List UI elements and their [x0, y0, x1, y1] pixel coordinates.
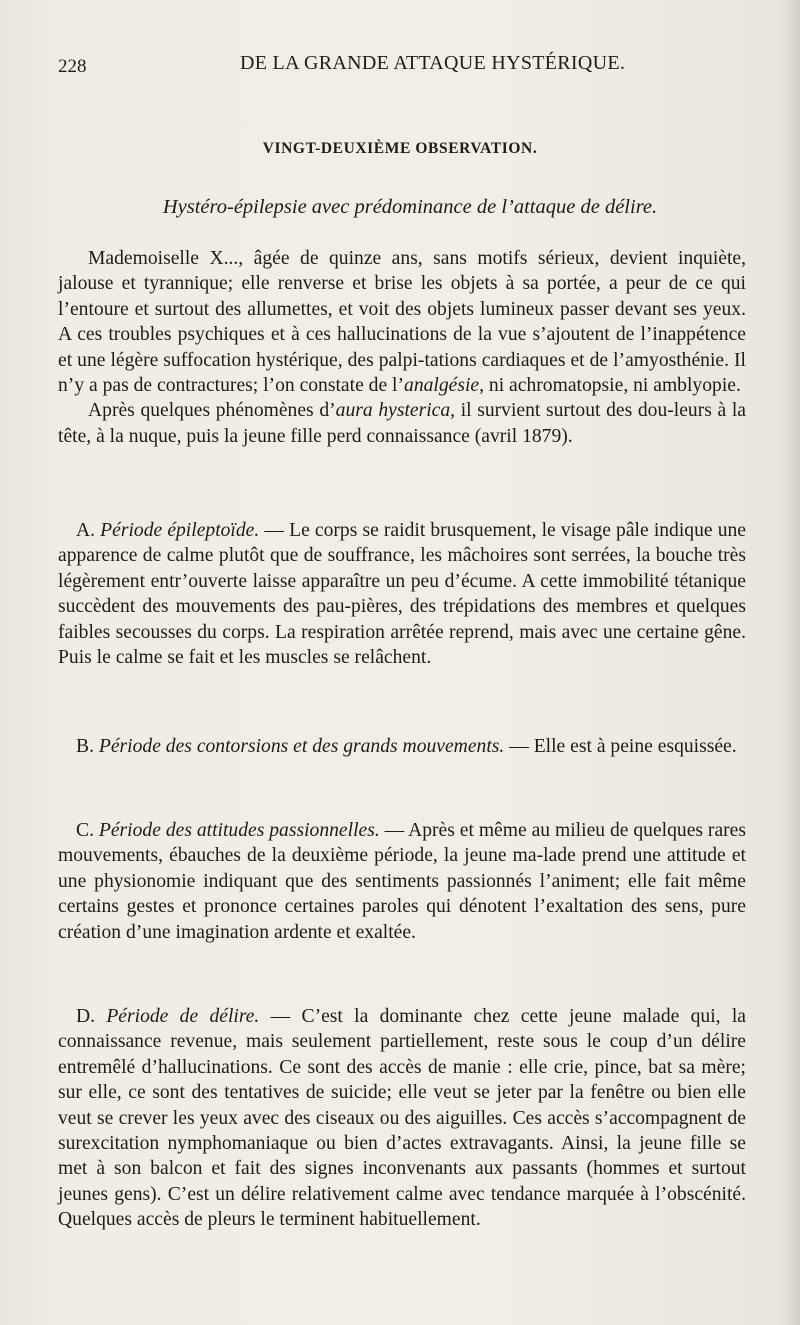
section-a-paragraph	[58, 518, 746, 670]
section-d-text: — C’est la dominante chez cette jeune malade qui, la connaissance revenue, mais seulement partiellement, reste sous le coup d’un délire entremêlé d’hallucinations. Ce sont des accès de manie : elle crie, pince, bat sa mère; sur elle, ce sont des tentatives de suicide; elle veut se jeter par la fenêtre ou bien elle veut se crever les yeux avec des ciseaux ou des aiguilles. Ces accès s’accompagnent de surexcitation nymphomaniaque ou bien d’actes extravagants. Ainsi, la jeune fille se met à son balcon et fait des signes inconvenants aux passants (hommes et surtout jeunes gens). C’est un délire relativement calme avec tendance marquée à l’obscénité. Quelques accès de pleurs le terminent habituellement.	[58, 1006, 746, 1231]
section-c	[58, 818, 746, 945]
section-a-title: Période épileptoïde.	[100, 520, 260, 541]
intro-text-1-end: , ni achromatopsie, ni amblyopie.	[479, 375, 741, 397]
page-number: 228	[58, 56, 87, 77]
section-b-title: Période des contorsions et des grands mouvements.	[98, 736, 505, 757]
intro-text-2-start: Après quelques phénomènes d’	[88, 400, 336, 422]
binding-shadow	[778, 0, 800, 1325]
section-b-paragraph	[58, 734, 746, 759]
section-c-paragraph	[58, 818, 746, 945]
intro-italic-aura: aura hysterica	[335, 400, 451, 422]
intro-paragraph-1	[58, 246, 746, 398]
section-a-text: — Le corps se raidit brusquement, le visage pâle indique une apparence de calme plutôt que de souffrance, les mâchoires sont serrées, la bouche très légèrement entr’ouverte laisse apparaître un peu d’écume. A cette immobilité tétanique succèdent des mouvements des pau-pières, des trépidations des membres et quelques faibles secousses du corps. La respiration arrêtée reprend, mais avec une certaine gêne. Puis le calme se fait et les muscles se relâchent.	[58, 520, 746, 669]
section-d-label: D.	[76, 1006, 107, 1027]
intro-section	[58, 246, 746, 449]
section-a	[58, 518, 746, 670]
section-d-paragraph	[58, 1004, 746, 1233]
section-a-label: A.	[76, 520, 101, 541]
intro-paragraph-2	[58, 398, 746, 449]
running-title: DE LA GRANDE ATTAQUE HYSTÉRIQUE.	[240, 52, 626, 74]
observation-title: VINGT-DEUXIÈME OBSERVATION.	[262, 140, 538, 157]
section-c-title: Période des attitudes passionnelles.	[98, 820, 380, 841]
section-b-label: B.	[76, 736, 99, 757]
observation-subtitle: Hystéro-épilepsie avec prédominance de l’attaque de délire.	[162, 196, 658, 218]
intro-text-1: Mademoiselle X..., âgée de quinze ans, sans motifs sérieux, devient inquiète, jalouse et tyrannique; elle renverse et brise les objets à sa portée, a peur de ce qui l’entoure et surtout des allumettes, et voit des objets lumineux passer devant ses yeux. A ces troubles psychiques et à ces hallucinations de la vue s’ajoutent de l’inappétence et une légère suffocation hystérique, des palpi-tations cardiaques et de l’amyosthénie. Il n’y a pas de contractures; l’on constate de l’	[58, 248, 746, 397]
intro-italic-analgesie: analgésie	[404, 375, 480, 397]
section-c-label: C.	[76, 820, 99, 841]
section-d-title: Période de délire.	[106, 1006, 260, 1027]
running-header	[58, 52, 698, 82]
section-c-text: — Après et même au milieu de quelques rares mouvements, ébauches de la deuxième période, la jeune ma-lade prend une attitude et une physionomie indiquant que des sentiments passionnés l’animent; elle fait même certains gestes et prononce certaines paroles qui dénotent l’exaltation des sens, pure création d’une imagination ardente et exaltée.	[58, 820, 746, 943]
section-b	[58, 734, 746, 759]
section-d	[58, 1004, 746, 1233]
section-b-text: — Elle est à peine esquissée.	[504, 736, 737, 757]
intro-text-2-end: , il survient surtout des dou-leurs à la tête, à la nuque, puis la jeune fille perd connaissance (avril 1879).	[58, 400, 746, 447]
